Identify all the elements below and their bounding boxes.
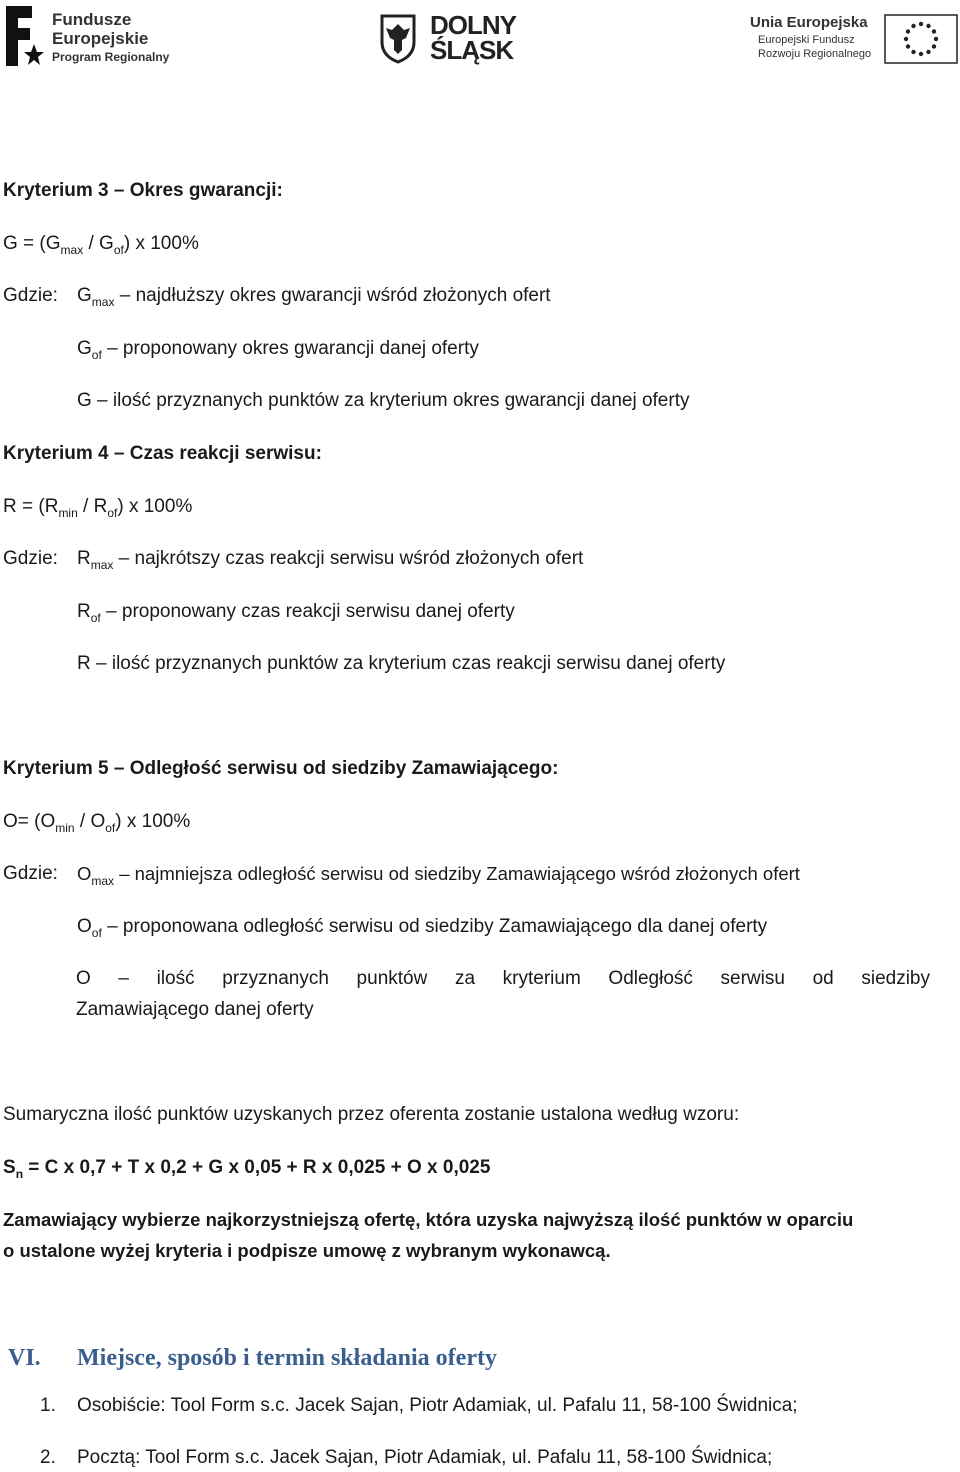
dolny-slask-logo [378, 12, 528, 66]
k4-line3: R – ilość przyznanych punktów za kryterium czas reakcji serwisu danej oferty [77, 653, 726, 674]
k4-formula: $R = (R_{min} / R_{of})$ x 100% [3, 496, 193, 520]
list-item-number: 2. [40, 1447, 56, 1468]
eu-flag-icon [884, 14, 958, 64]
logo-center-line1: DOLNY [430, 10, 516, 40]
logo-left-line2: Europejskie [52, 29, 149, 48]
logo-left-line3: Program Regionalny [52, 50, 170, 64]
list-item: Pocztą: Tool Form s.c. Jacek Sajan, Piotr Adamiak, ul. Pafalu 11, 58-100 Świdnica; [77, 1447, 773, 1468]
summary-formula: $S_n = C$ x 0,7 + T x 0,2 + G x 0,05 + R x 0,025 + O x 0,025 [3, 1157, 491, 1181]
summary-bold-line2: o ustalone wyżej kryteria i podpisze umowę z wybranym wykonawcą. [3, 1240, 611, 1261]
section6-title: Miejsce, sposób i termin składania oferty [77, 1345, 497, 1371]
k4-line2: $R_{of}$ – proponowany czas reakcji serwisu danej oferty [77, 601, 515, 625]
k3-formula: $G = (G_{max} / G_{of})$ x 100% [3, 233, 199, 257]
k5-line3b: Zamawiającego danej oferty [76, 999, 314, 1020]
fundusze-europejskie-logo [4, 4, 174, 68]
k5-title: Kryterium 5 – Odległość serwisu od siedziby Zamawiającego: [3, 758, 559, 779]
k3-gdzie: Gdzie: [3, 285, 58, 306]
logo-right-line3: Rozwoju Regionalnego [758, 48, 872, 60]
list-item: Osobiście: Tool Form s.c. Jacek Sajan, Piotr Adamiak, ul. Pafalu 11, 58-100 Świdnica; [77, 1395, 798, 1416]
fundusze-star-icon [4, 4, 44, 68]
summary-bold-line1: Zamawiający wybierze najkorzystniejszą ofertę, która uzyska najwyższą ilość punktów w oparciu [3, 1209, 854, 1230]
section6-number: VI. [8, 1345, 41, 1371]
k3-title: Kryterium 3 – Okres gwarancji: [3, 180, 283, 201]
k4-title: Kryterium 4 – Czas reakcji serwisu: [3, 443, 322, 464]
list-item-number: 1. [40, 1395, 56, 1416]
k5-line2: $O_{of}$ – proponowana odległość serwisu od siedziby Zamawiającego dla danej oferty [77, 916, 768, 940]
summary-intro: Sumaryczna ilość punktów uzyskanych przez oferenta zostanie ustalona według wzoru: [3, 1104, 740, 1125]
logo-left-line1: Fundusze [52, 10, 132, 29]
logo-center-line2: ŚLĄSK [430, 35, 514, 65]
k4-gdzie: Gdzie: [3, 548, 58, 569]
k3-line3: G – ilość przyznanych punktów za kryterium okres gwarancji danej oferty [77, 390, 690, 411]
k3-line1: $G_{max}$ – najdłuższy okres gwarancji wśród złożonych ofert [77, 285, 551, 309]
k3-line2: $G_{of}$ – proponowany okres gwarancji danej oferty [77, 338, 479, 362]
k5-line1: $O_{max}$ – najmniejsza odległość serwisu od siedziby Zamawiającego wśród złożonych ofert [77, 863, 800, 888]
k5-formula: $O= (O_{min} / O_{of})$ x 100% [3, 811, 191, 835]
logo-right-line2: Europejski Fundusz [758, 34, 855, 46]
k5-line3a: O – ilość przyznanych punktów za kryterium Odległość serwisu od siedziby [76, 968, 930, 989]
eagle-crest-icon [378, 12, 418, 64]
k4-line1: $R_{max}$ – najkrótszy czas reakcji serwisu wśród złożonych ofert [77, 548, 584, 572]
logo-right-line1: Unia Europejska [750, 14, 868, 31]
k5-gdzie: Gdzie: [3, 863, 58, 884]
unia-europejska-logo [750, 14, 960, 66]
